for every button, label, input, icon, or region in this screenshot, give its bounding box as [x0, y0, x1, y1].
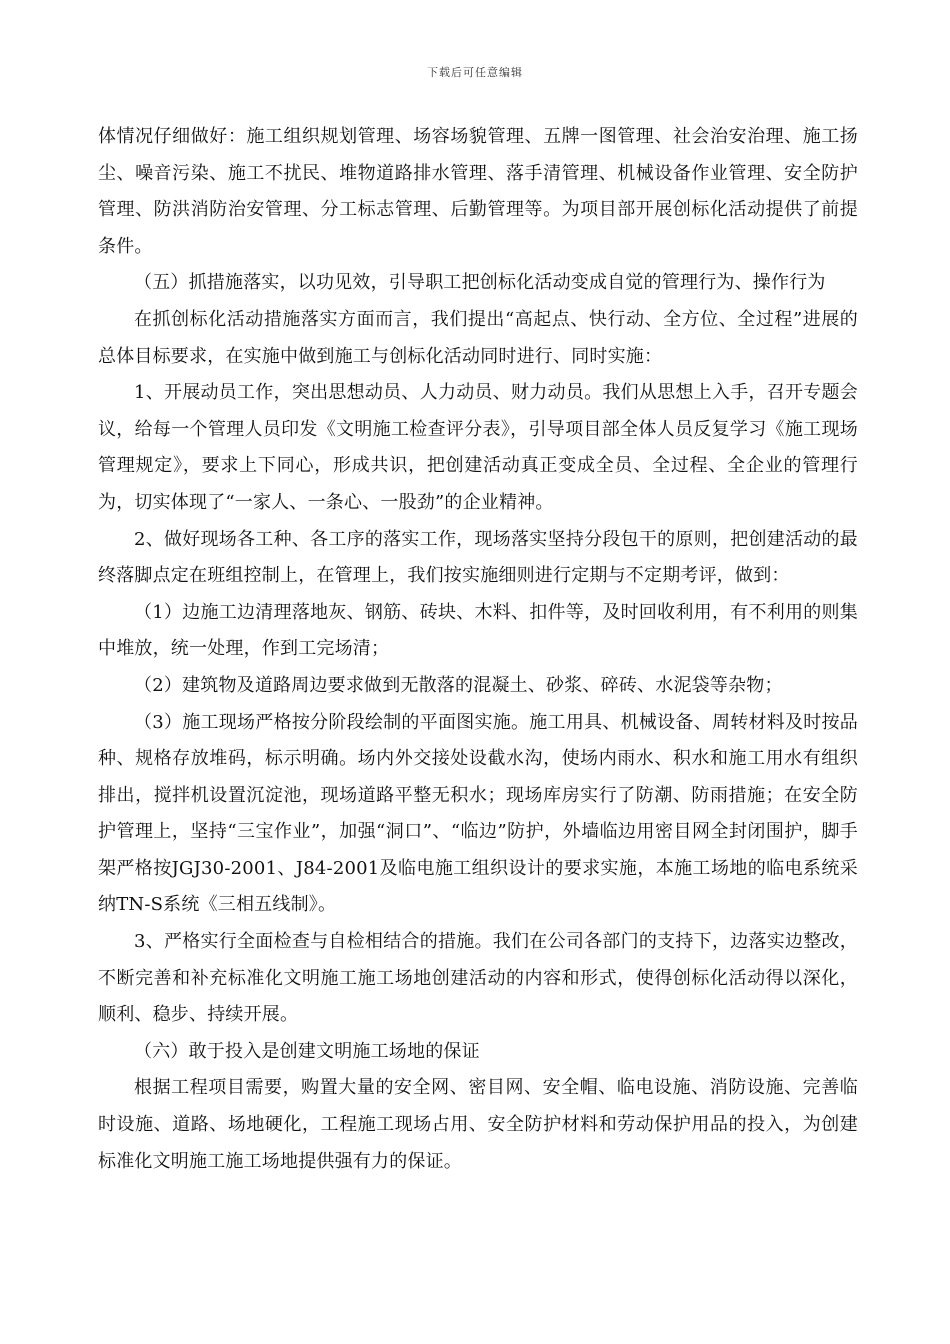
paragraph-1: 体情况仔细做好：施工组织规划管理、场容场貌管理、五牌一图管理、社会治安治理、施工扬尘、噪音污染、施工不扰民、堆物道路排水管理、落手清管理、机械设备作业管理、安全防护管理、防洪消防治安管理、分工标志管理、后勤管理等。为项目部开展创标化活动提供了前提条件。	[98, 126, 858, 257]
paragraph-8: （3）施工现场严格按分阶段绘制的平面图实施。施工用具、机械设备、周转材料及时按品种、规格存放堆码，标示明确。场内外交接处设截水沟，使场内雨水、积水和施工用水有组织排出，搅拌机设置沉淀池，现场道路平整无积水；现场库房实行了防潮、防雨措施；在安全防护管理上，坚持“三宝作业”，加强“洞口”、“临边”防护，外墙临边用密目网全封闭围护，脚手架严格按JGJ30-2001、J84-2001及临电施工组织设计的要求实施，本施工场地的临电系统采纳TN-S系统《三相五线制》。	[98, 711, 858, 916]
paragraph-6: （1）边施工边清理落地灰、钢筋、砖块、木料、扣件等，及时回收利用，有不利用的则集中堆放，统一处理，作到工完场清；	[98, 601, 858, 660]
document-body	[98, 119, 858, 1180]
paragraph-7: （2）建筑物及道路周边要求做到无散落的混凝土、砂浆、碎砖、水泥袋等杂物；	[134, 674, 783, 696]
paragraph-5: 2、做好现场各工种、各工序的落实工作，现场落实坚持分段包干的原则，把创建活动的最终落脚点定在班组控制上，在管理上，我们按实施细则进行定期与不定期考评，做到：	[98, 528, 858, 587]
paragraph-4: 1、开展动员工作，突出思想动员、人力动员、财力动员。我们从思想上入手，召开专题会议，给每一个管理人员印发《文明施工检查评分表》，引导项目部全体人员反复学习《施工现场管理规定》，要求上下同心，形成共识，把创建活动真正变成全员、全过程、全企业的管理行为，切实体现了“一家人、一条心、一股劲”的企业精神。	[98, 382, 858, 513]
paragraph-10: （六）敢于投入是创建文明施工场地的保证	[134, 1040, 480, 1062]
paragraph-2: （五）抓措施落实，以功见效，引导职工把创标化活动变成自觉的管理行为、操作行为	[134, 272, 826, 294]
page-header: 下载后可任意编辑	[427, 66, 523, 79]
paragraph-3: 在抓创标化活动措施落实方面而言，我们提出“高起点、快行动、全方位、全过程”进展的总体目标要求，在实施中做到施工与创标化活动同时进行、同时实施：	[98, 308, 858, 367]
paragraph-11: 根据工程项目需要，购置大量的安全网、密目网、安全帽、临电设施、消防设施、完善临时设施、道路、场地硬化，工程施工现场占用、安全防护材料和劳动保护用品的投入，为创建标准化文明施工施工场地提供强有力的保证。	[98, 1077, 858, 1172]
paragraph-9: 3、严格实行全面检查与自检相结合的措施。我们在公司各部门的支持下，边落实边整改，不断完善和补充标准化文明施工施工场地创建活动的内容和形式，使得创标化活动得以深化，顺利、稳步、持续开展。	[98, 931, 858, 1026]
